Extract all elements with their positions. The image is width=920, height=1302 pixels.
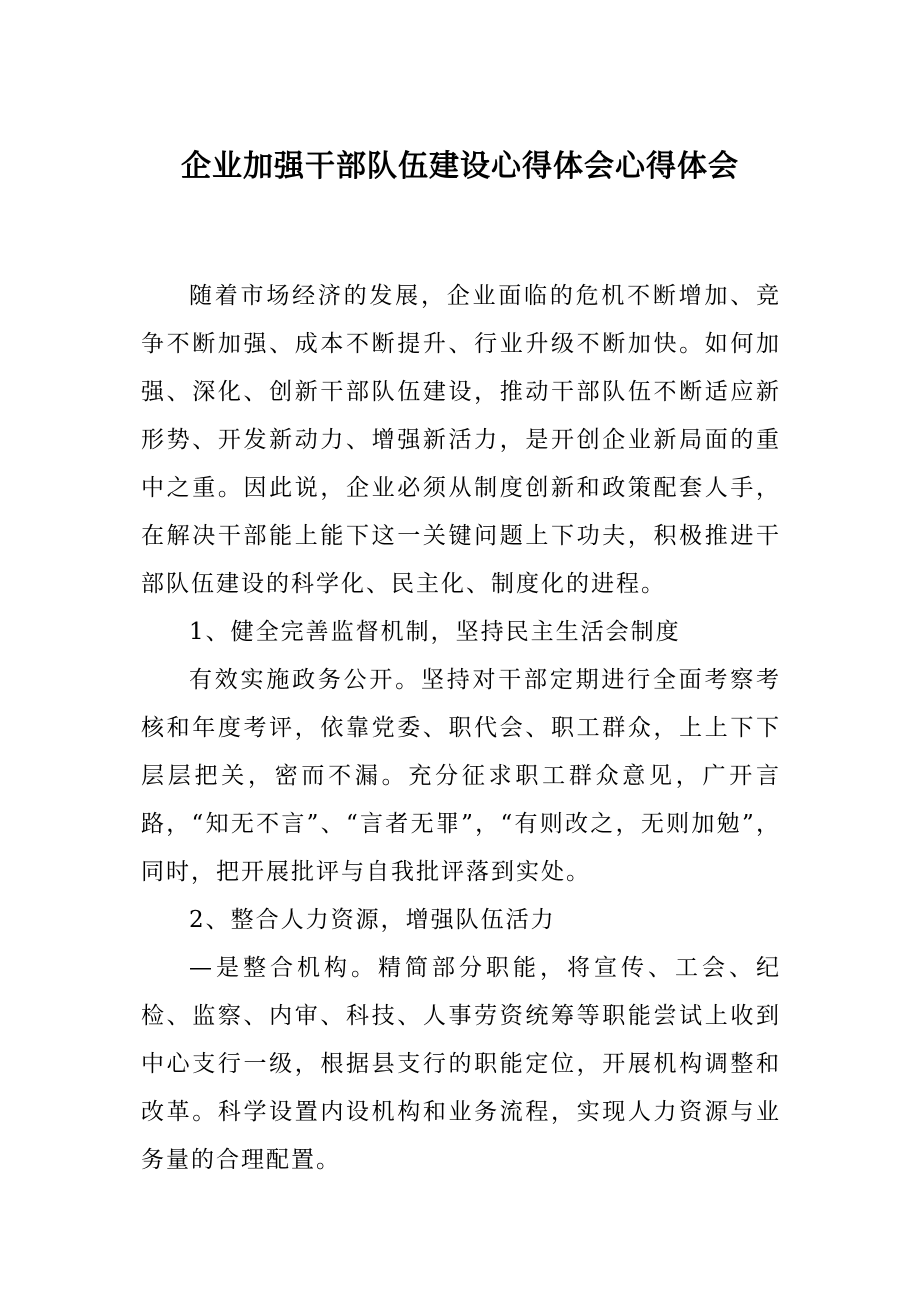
document-title: 企业加强干部队伍建设心得体会心得体会 <box>181 149 739 184</box>
paragraph-intro: 随着市场经济的发展，企业面临的危机不断增加、竞争不断加强、成本不断提升、行业升级不断加快。如何加强、深化、创新干部队伍建设，推动干部队伍不断适应新形势、开发新动力、增强新活力，是开创企业新局面的重中之重。因此说，企业必须从制度创新和政策配套人手，在解决干部能上能下这一关键问题上下功夫，积极推进干部队伍建设的科学化、民主化、制度化的进程。 <box>141 283 781 597</box>
paragraph-section-1: 有效实施政务公开。坚持对干部定期进行全面考察考核和年度考评，依靠党委、职代会、职工群众，上上下下层层把关，密而不漏。充分征求职工群众意见，广开言路，“知无不言”、“言者无罪”，“有则改之，无则加勉”，同时，把开展批评与自我批评落到实处。 <box>141 667 781 885</box>
document-body <box>141 272 781 1184</box>
section-heading-1: 1、健全完善监督机制，坚持民主生活会制度 <box>189 619 681 645</box>
paragraph-section-2: —是整合机构。精简部分职能，将宣传、工会、纪检、监察、内审、科技、人事劳资统筹等职能尝试上收到中心支行一级，根据县支行的职能定位，开展机构调整和改革。科学设置内设机构和业务流程，实现人力资源与业务量的合理配置。 <box>141 955 781 1173</box>
section-heading-2: 2、整合人力资源，增强队伍活力 <box>189 907 556 933</box>
